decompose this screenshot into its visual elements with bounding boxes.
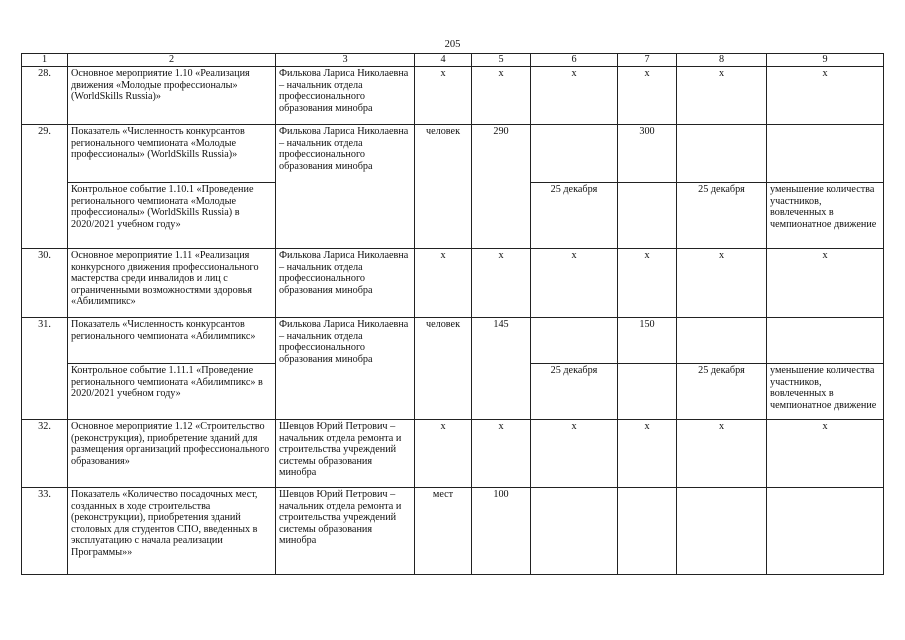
table-row xyxy=(22,67,884,125)
cell-value xyxy=(767,125,884,183)
cell-value: 145 xyxy=(472,318,531,420)
row-number: 28. xyxy=(22,67,68,125)
column-header: 6 xyxy=(531,54,618,67)
cell-value: х xyxy=(415,67,472,125)
risk-note: уменьшение количества участников, вовлеченных в чемпионатное движение xyxy=(767,364,884,420)
cell-value: х xyxy=(531,249,618,318)
cell-value xyxy=(618,183,677,249)
column-header: 2 xyxy=(68,54,276,67)
cell-value xyxy=(677,318,767,364)
column-header: 3 xyxy=(276,54,415,67)
cell-value xyxy=(677,125,767,183)
table-row xyxy=(22,420,884,488)
control-event-name: Контрольное событие 1.10.1 «Проведение регионального чемпионата «Молодые профессионалы» (WorldSkills Russia) в 2020/2021 учебном году» xyxy=(68,183,276,249)
cell-value: х xyxy=(415,420,472,488)
row-number: 31. xyxy=(22,318,68,420)
header-row xyxy=(22,54,884,67)
column-header: 5 xyxy=(472,54,531,67)
cell-value: х xyxy=(531,420,618,488)
event-date: 25 декабря xyxy=(531,183,618,249)
cell-value xyxy=(677,488,767,575)
cell-value: 150 xyxy=(618,318,677,364)
cell-value: х xyxy=(767,67,884,125)
table-row xyxy=(22,249,884,318)
indicator-name: Показатель «Численность конкурсантов регионального чемпионата «Молодые профессионалы» (WorldSkills Russia)» xyxy=(68,125,276,183)
table-row xyxy=(22,318,884,364)
column-header: 4 xyxy=(415,54,472,67)
cell-value: х xyxy=(677,249,767,318)
cell-value: х xyxy=(472,420,531,488)
column-header: 7 xyxy=(618,54,677,67)
cell-value: х xyxy=(677,67,767,125)
responsible-person: Филькова Лариса Николаевна – начальник отдела профессионального образования минобра xyxy=(276,318,415,420)
activity-name: Основное мероприятие 1.10 «Реализация движения «Молодые профессионалы» (WorldSkills Russia)» xyxy=(68,67,276,125)
cell-value: х xyxy=(618,249,677,318)
responsible-person: Шевцов Юрий Петрович – начальник отдела ремонта и строительства учреждений системы образования минобра xyxy=(276,420,415,488)
unit-cell: мест xyxy=(415,488,472,575)
event-date: 25 декабря xyxy=(531,364,618,420)
cell-value: х xyxy=(767,249,884,318)
cell-value xyxy=(531,488,618,575)
responsible-person: Филькова Лариса Николаевна – начальник отдела профессионального образования минобра xyxy=(276,125,415,249)
responsible-person: Филькова Лариса Николаевна – начальник отдела профессионального образования минобра xyxy=(276,249,415,318)
cell-value: х xyxy=(531,67,618,125)
cell-value xyxy=(618,488,677,575)
responsible-person: Шевцов Юрий Петрович – начальник отдела ремонта и строительства учреждений системы образования минобра xyxy=(276,488,415,575)
cell-value xyxy=(618,364,677,420)
activity-name: Основное мероприятие 1.12 «Строительство (реконструкция), приобретение зданий для размещения организаций профессионального образования» xyxy=(68,420,276,488)
unit-cell: человек xyxy=(415,125,472,249)
risk-note: уменьшение количества участников, вовлеченных в чемпионатное движение xyxy=(767,183,884,249)
row-number: 33. xyxy=(22,488,68,575)
cell-value xyxy=(767,488,884,575)
control-event-name: Контрольное событие 1.11.1 «Проведение регионального чемпионата «Абилимпикс» в 2020/2021 учебном году» xyxy=(68,364,276,420)
page-number: 205 xyxy=(444,39,461,50)
cell-value: 290 xyxy=(472,125,531,249)
activity-name: Основное мероприятие 1.11 «Реализация конкурсного движения профессионального мастерства среди инвалидов и лиц с ограниченными возможностями здоровья «Абилимпикс» xyxy=(68,249,276,318)
indicator-name: Показатель «Количество посадочных мест, созданных в ходе строительства (реконструкции), приобретения зданий столовых для студентов СПО, введенных в эксплуатацию с начала реализации Программы»» xyxy=(68,488,276,575)
event-date: 25 декабря xyxy=(677,364,767,420)
row-number: 30. xyxy=(22,249,68,318)
table-row xyxy=(22,488,884,575)
cell-value xyxy=(531,318,618,364)
cell-value xyxy=(531,125,618,183)
unit-cell: человек xyxy=(415,318,472,420)
responsible-person: Филькова Лариса Николаевна – начальник отдела профессионального образования минобра xyxy=(276,67,415,125)
cell-value: х xyxy=(472,249,531,318)
indicator-name: Показатель «Численность конкурсантов регионального чемпионата «Абилимпикс» xyxy=(68,318,276,364)
cell-value: 100 xyxy=(472,488,531,575)
cell-value: х xyxy=(677,420,767,488)
column-header: 1 xyxy=(22,54,68,67)
cell-value: 300 xyxy=(618,125,677,183)
cell-value: х xyxy=(767,420,884,488)
cell-value: х xyxy=(618,420,677,488)
column-header: 9 xyxy=(767,54,884,67)
cell-value: х xyxy=(415,249,472,318)
event-date: 25 декабря xyxy=(677,183,767,249)
row-number: 32. xyxy=(22,420,68,488)
cell-value xyxy=(767,318,884,364)
plan-table xyxy=(21,53,884,575)
table-row xyxy=(22,125,884,183)
row-number: 29. xyxy=(22,125,68,249)
cell-value: х xyxy=(472,67,531,125)
column-header: 8 xyxy=(677,54,767,67)
cell-value: х xyxy=(618,67,677,125)
